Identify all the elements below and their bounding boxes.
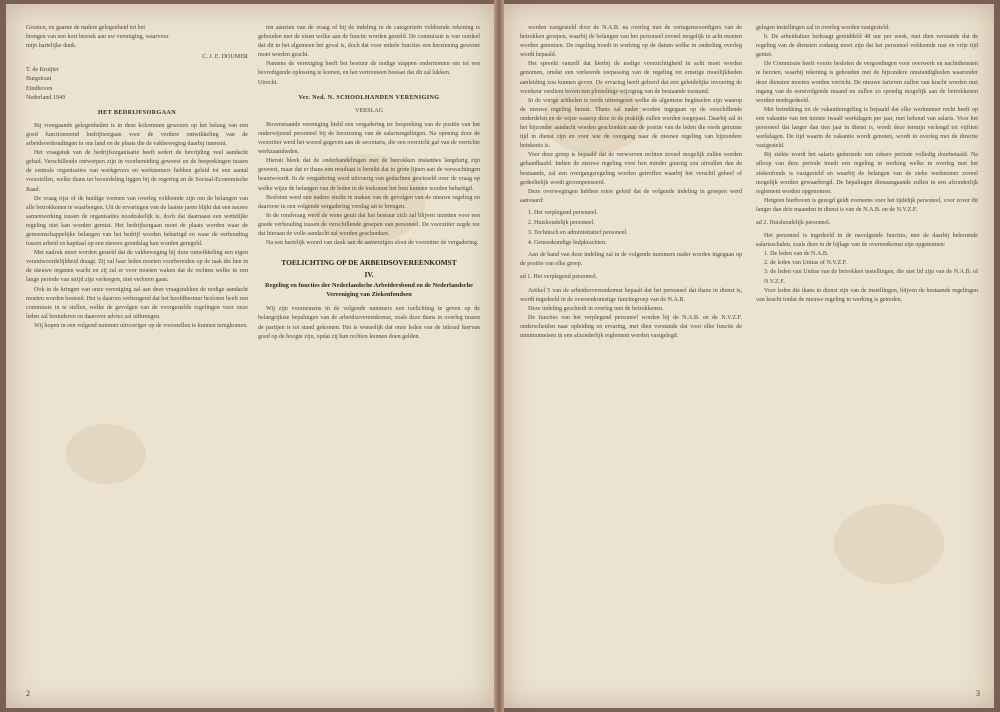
paragraph: Bovenstaande vereniging hield een vergadering ter bespreking van de positie van het onderwijzend personeel bij de herziening van de salarisregelingen. Na opening door de voorzitter werd het woord gegeven aan de secretaris, die een overzicht gaf van de verrichte werkzaamheden. (258, 121, 480, 156)
paragraph: ten aanzien van de vraag of bij de indeling in de categorieën voldoende rekening is gehouden met de eisen welke aan de functie worden gesteld. De commissie is van oordeel dat dit in het algemeen het geval is, doch dat voor enkele functies een herziening gewenst moet worden geacht. (258, 25, 480, 59)
article-title: TOELICHTING OP DE ARBEIDSOVEREENKOMST (281, 258, 457, 268)
paragraph: De functies van het verplegend personeel worden bij de N.A.B. en de N.V.Z.F. onderscheiden naar opleiding en ervaring, met dien verstande dat voor elke functie de minimumeisen in een afzonderlijk reglement worden vastgelegd. (520, 314, 742, 339)
section-subheading: VERSLAG (354, 107, 384, 114)
paragraph: Wij zijn voornemens in de volgende nummers een toelichting te geven op de belangrijkste bepalingen van de arbeidsovereenkomst, zoals deze thans in overleg tussen de partijen is tot stand gekomen. Het is wenselijk dat onze leden van de inhoud hiervan goed op de hoogte zijn, opdat zij hun rechten kunnen doen gelden. (258, 306, 480, 340)
paragraph: Bij voorgaande gelegenheden is in deze kolommen gewezen op het belang van een goed functionerend bedrijfsorgaan voor de verdere ontwikkeling van de arbeidsverhoudingen in ons land en de plaats die de vakbeweging daarbij inneemt. (26, 122, 248, 148)
paragraph: Voor deze groep is bepaald dat de verworven rechten zoveel mogelijk zullen worden gehandhaafd. Indien de nieuwe regeling voor hen minder gunstig zou uitvallen dan de bestaande, zal een overgangsregeling worden getroffen waarbij het verschil geheel of gedeeltelijk wordt gecompenseerd. (520, 152, 742, 186)
article-subtitle: Regeling en functies der Nederlandsche Arbeidersbond en de Nederlandsche Vereeniging van Ziekenfondsen (265, 282, 473, 298)
paragraph: worden vastgesteld door de N.A.B. na overleg met de vertegenwoordigers van de betrokken groepen, waarbij de belangen van het personeel zoveel mogelijk in acht moeten worden genomen. De regeling treedt in werking op de datum welke in onderling overleg wordt bepaald. (520, 25, 742, 59)
paragraph: Hieruit bleek dat de onderhandelingen met de betrokken instanties langdurig zijn geweest, maar dat er thans een resultaat is bereikt dat in grote lijnen aan de verwachtingen beantwoordt. In de vergadering werd uitvoerig van gedachten gewisseld over de vraag op welke wijze de belangen van de leden in de toekomst het best kunnen worden behartigd. (258, 158, 480, 192)
place-date: Utrecht. (258, 79, 278, 86)
right-col-1 (520, 24, 742, 664)
binding-gutter (494, 0, 504, 712)
list-item: 4. Geneeskundige hulpkrachten. (534, 239, 742, 248)
paragraph: Artikel 5 van de arbeidsovereenkomst bepaalt dat het personeel dat thans in dienst is, wordt ingedeeld in de overeenkomstige functiegroep van de N.A.B. (520, 287, 742, 303)
paragraph: Wij hopen in een volgend nummer uitvoeriger op de voorstellen te kunnen terugkomen. (34, 322, 248, 329)
address-line: T. de Kruijter (26, 67, 59, 74)
numbered-item: 2. de leden van Unitas of N.V.Z.F. (764, 260, 848, 267)
paragraph: Met nadruk moet worden gesteld dat de vakbeweging bij deze ontwikkeling een eigen verantwoordelijkheid draagt. Zij zal haar leden moeten voorbereiden op de taak die hen in de nieuwe organen wacht en zij zal er voor moeten waken dat de rechten welke in een lange periode van strijd zijn verkregen, niet verloren gaan. (26, 250, 248, 284)
paragraph: Besloten werd een nadere studie te maken van de gevolgen van de nieuwe regeling en daarover in een volgende vergadering verslag uit te brengen. (258, 194, 480, 210)
address-line: Nederland 1949 (26, 94, 66, 101)
paragraph: Deze overwegingen hebben ertoe geleid dat de volgende indeling in groepen werd aanvaard: (520, 188, 742, 204)
list-item: 1. Het verplegend personeel. (534, 209, 742, 218)
paragraph: Deze indeling geschiedt in overleg met de betrokkenen. (528, 305, 664, 312)
section-heading: HET BEDRIJFSORGAAN (97, 109, 177, 116)
paragraph: Ook in de kringen van onze vereniging zal aan deze vraagstukken de nodige aandacht moeten worden besteed. Het is daarom verheugend dat het hoofdbestuur besloten heeft een commissie in te stellen, welke de gevolgen van de voorgestelde regelingen voor onze leden zal bestuderen en daarover advies zal uitbrengen. (26, 286, 248, 320)
paragraph: Hetgeen hierboven is gezegd geldt eveneens voor het tijdelijk personeel, voor zover dit langer dan drie maanden in dienst is van de N.A.B. en de N.V.Z.F. (756, 197, 978, 213)
paragraph: Bij ziekte wordt het salaris gedurende een zekere periode volledig doorbetaald. Na afloop van deze periode treedt een regeling in werking welke in overleg met het ziekenfonds is vastgesteld en waarbij de belangen van de zieke werknemer zoveel mogelijk worden gewaarborgd. De bepalingen dienaangaande zullen in een afzonderlijk reglement worden opgenomen. (756, 152, 978, 195)
right-page (504, 4, 994, 708)
paragraph: In de vorige artikelen is reeds uiteengezet welke de algemene beginselen zijn waarop de nieuwe regeling berust. Thans zal nader worden ingegaan op de verschillende onderdelen en de wijze waarop deze in de praktijk zullen worden toegepast. Daarbij zal in het bijzonder aandacht worden geschonken aan de positie van de leden die reeds geruime tijd in dienst zijn en voor wie de overgang naar de nieuwe regeling van bijzondere betekenis is. (520, 97, 742, 150)
intro-line: brengen van een kort bezoek aan uw vereniging, waarvoor (26, 34, 169, 41)
paragraph: Het spreekt vanzelf dat hierbij de nodige voorzichtigheid in acht moet worden genomen, omdat een verkeerde toepassing van de regeling tot ernstige moeilijkheden aanleiding zou kunnen geven. De ervaring heeft geleerd dat een geleidelijke invoering de voorkeur verdient boven een plotselinge wijziging van de bestaande toestand. (520, 61, 742, 95)
numbered-item: 1. De leden van de N.A.B. (764, 251, 829, 258)
paragraph: Aan de hand van deze indeling zal in de volgende nummers nader worden ingegaan op de positie van elke groep. (520, 252, 742, 268)
section-heading: Ver. Ned. N. SCHOOLHANDEN VERENIGING (298, 94, 440, 101)
paragraph: Namens de vereniging heeft het bestuur de nodige stappen ondernomen om tot een bevredigende oplossing te komen, en het vertrouwen bestaat dat dit zal lukken. (258, 61, 480, 77)
numbered-item: 3. de leden van Unitas van de betrokken instellingen, die niet lid zijn van de N.A.B. of N.V.Z.F. (764, 269, 978, 285)
paragraph: Na een hartelijk woord van dank aan de aanwezigen sloot de voorzitter de vergadering. (266, 240, 479, 247)
article-number: IV. (364, 270, 374, 280)
paragraph: b. De arbeidsduur bedraagt gemiddeld 48 uur per week, met dien verstande dat de regeling van de diensten zodanig moet zijn dat het personeel voldoende rust en vrije tijd geniet. (756, 34, 978, 59)
paragraph: Het personeel is ingedeeld in de navolgende functies, met de daarbij behorende salarisschalen, zoals deze in de bijlage van de overeenkomst zijn opgenomen: (756, 233, 978, 249)
address-line: Eindhoven (26, 85, 53, 92)
paragraph: Het vraagstuk van de bedrijfsorganisatie heeft sedert de bevrijding veel aandacht gehad. Verschillende ontwerpen zijn in voorbereiding geweest en de besprekingen tussen de centrale organisaties van werkgevers en werknemers hebben geleid tot een aantal voorstellen, welke thans ter beoordeling liggen bij de regering en de Sociaal-Economische Raad. (26, 150, 248, 193)
list-item: 3. Technisch en administratief personeel. (534, 229, 742, 238)
paragraph: De Commissie heeft voorts besloten de vergoedingen voor overwerk en nachtdiensten te herzien, waarbij rekening is gehouden met de bijzondere omstandigheden waaronder deze diensten moeten worden verricht. De nieuwe tarieven zullen van kracht worden met ingang van de eerstvolgende maand en zullen zo spoedig mogelijk aan de betrokkenen worden medegedeeld. (756, 61, 978, 104)
intro-line: mijn hartelijke dank. (26, 43, 77, 50)
left-col-2 (258, 24, 480, 664)
right-col-2 (756, 24, 978, 664)
subsection-heading: ad 2. Huishoudelijk personeel. (756, 219, 831, 226)
paragraph: Met betrekking tot de vakantieregeling is bepaald dat elke werknemer recht heeft op een vakantie van ten minste twaalf werkdagen per jaar, met behoud van salaris. Voor het personeel dat langer dan tien jaar in dienst is, wordt deze termijn verlengd tot vijftien werkdagen. De tijd waarin de vakantie wordt genoten, wordt in overleg met de directie vastgesteld. (756, 106, 978, 150)
page-number: 2 (26, 689, 30, 698)
left-page (6, 4, 494, 708)
left-col-1 (26, 24, 248, 664)
subsection-heading: ad 1. Het verplegend personeel. (520, 274, 598, 281)
paragraph: In de rondvraag werd de wens geuit dat het bestuur zich zal blijven inzetten voor een goede verhouding tussen de verschillende groepen van personeel. De voorzitter zegde toe dat hieraan de volle aandacht zal worden geschonken. (258, 212, 480, 237)
signature: C. J. E. DOUMER (202, 54, 248, 61)
list-item: 2. Huishoudelijk personeel. (534, 219, 742, 228)
paragraph: gelegen instellingen zal in overleg worden vastgesteld. (756, 25, 890, 31)
group-list (534, 209, 742, 248)
paragraph: Voor leden die thans in dienst zijn van de instellingen, blijven de bestaande regelingen van kracht totdat de nieuwe regeling in werking is getreden. (756, 287, 978, 303)
page-number: 3 (976, 689, 980, 698)
intro-line: Groeten, en gaarne de nadere gelegenheid tot het (26, 25, 146, 31)
address-line: Burgstraat (26, 76, 52, 83)
paragraph: De vraag rijst of de huidige vormen van overleg voldoende zijn om de belangen van alle betrokkenen te waarborgen. Uit de ervaringen van de laatste jaren blijkt dat een nauwe samenwerking tussen de organisaties noodzakelijk is, doch dat daarnaast een wettelijke regeling niet kan worden gemist. Het bedrijfsorgaan moet de plaats worden waar de gemeenschappelijke belangen van het bedrijf worden behartigd en waar de verhouding tussen arbeid en kapitaal op een nieuwe grondslag kan worden geregeld. (26, 195, 248, 248)
